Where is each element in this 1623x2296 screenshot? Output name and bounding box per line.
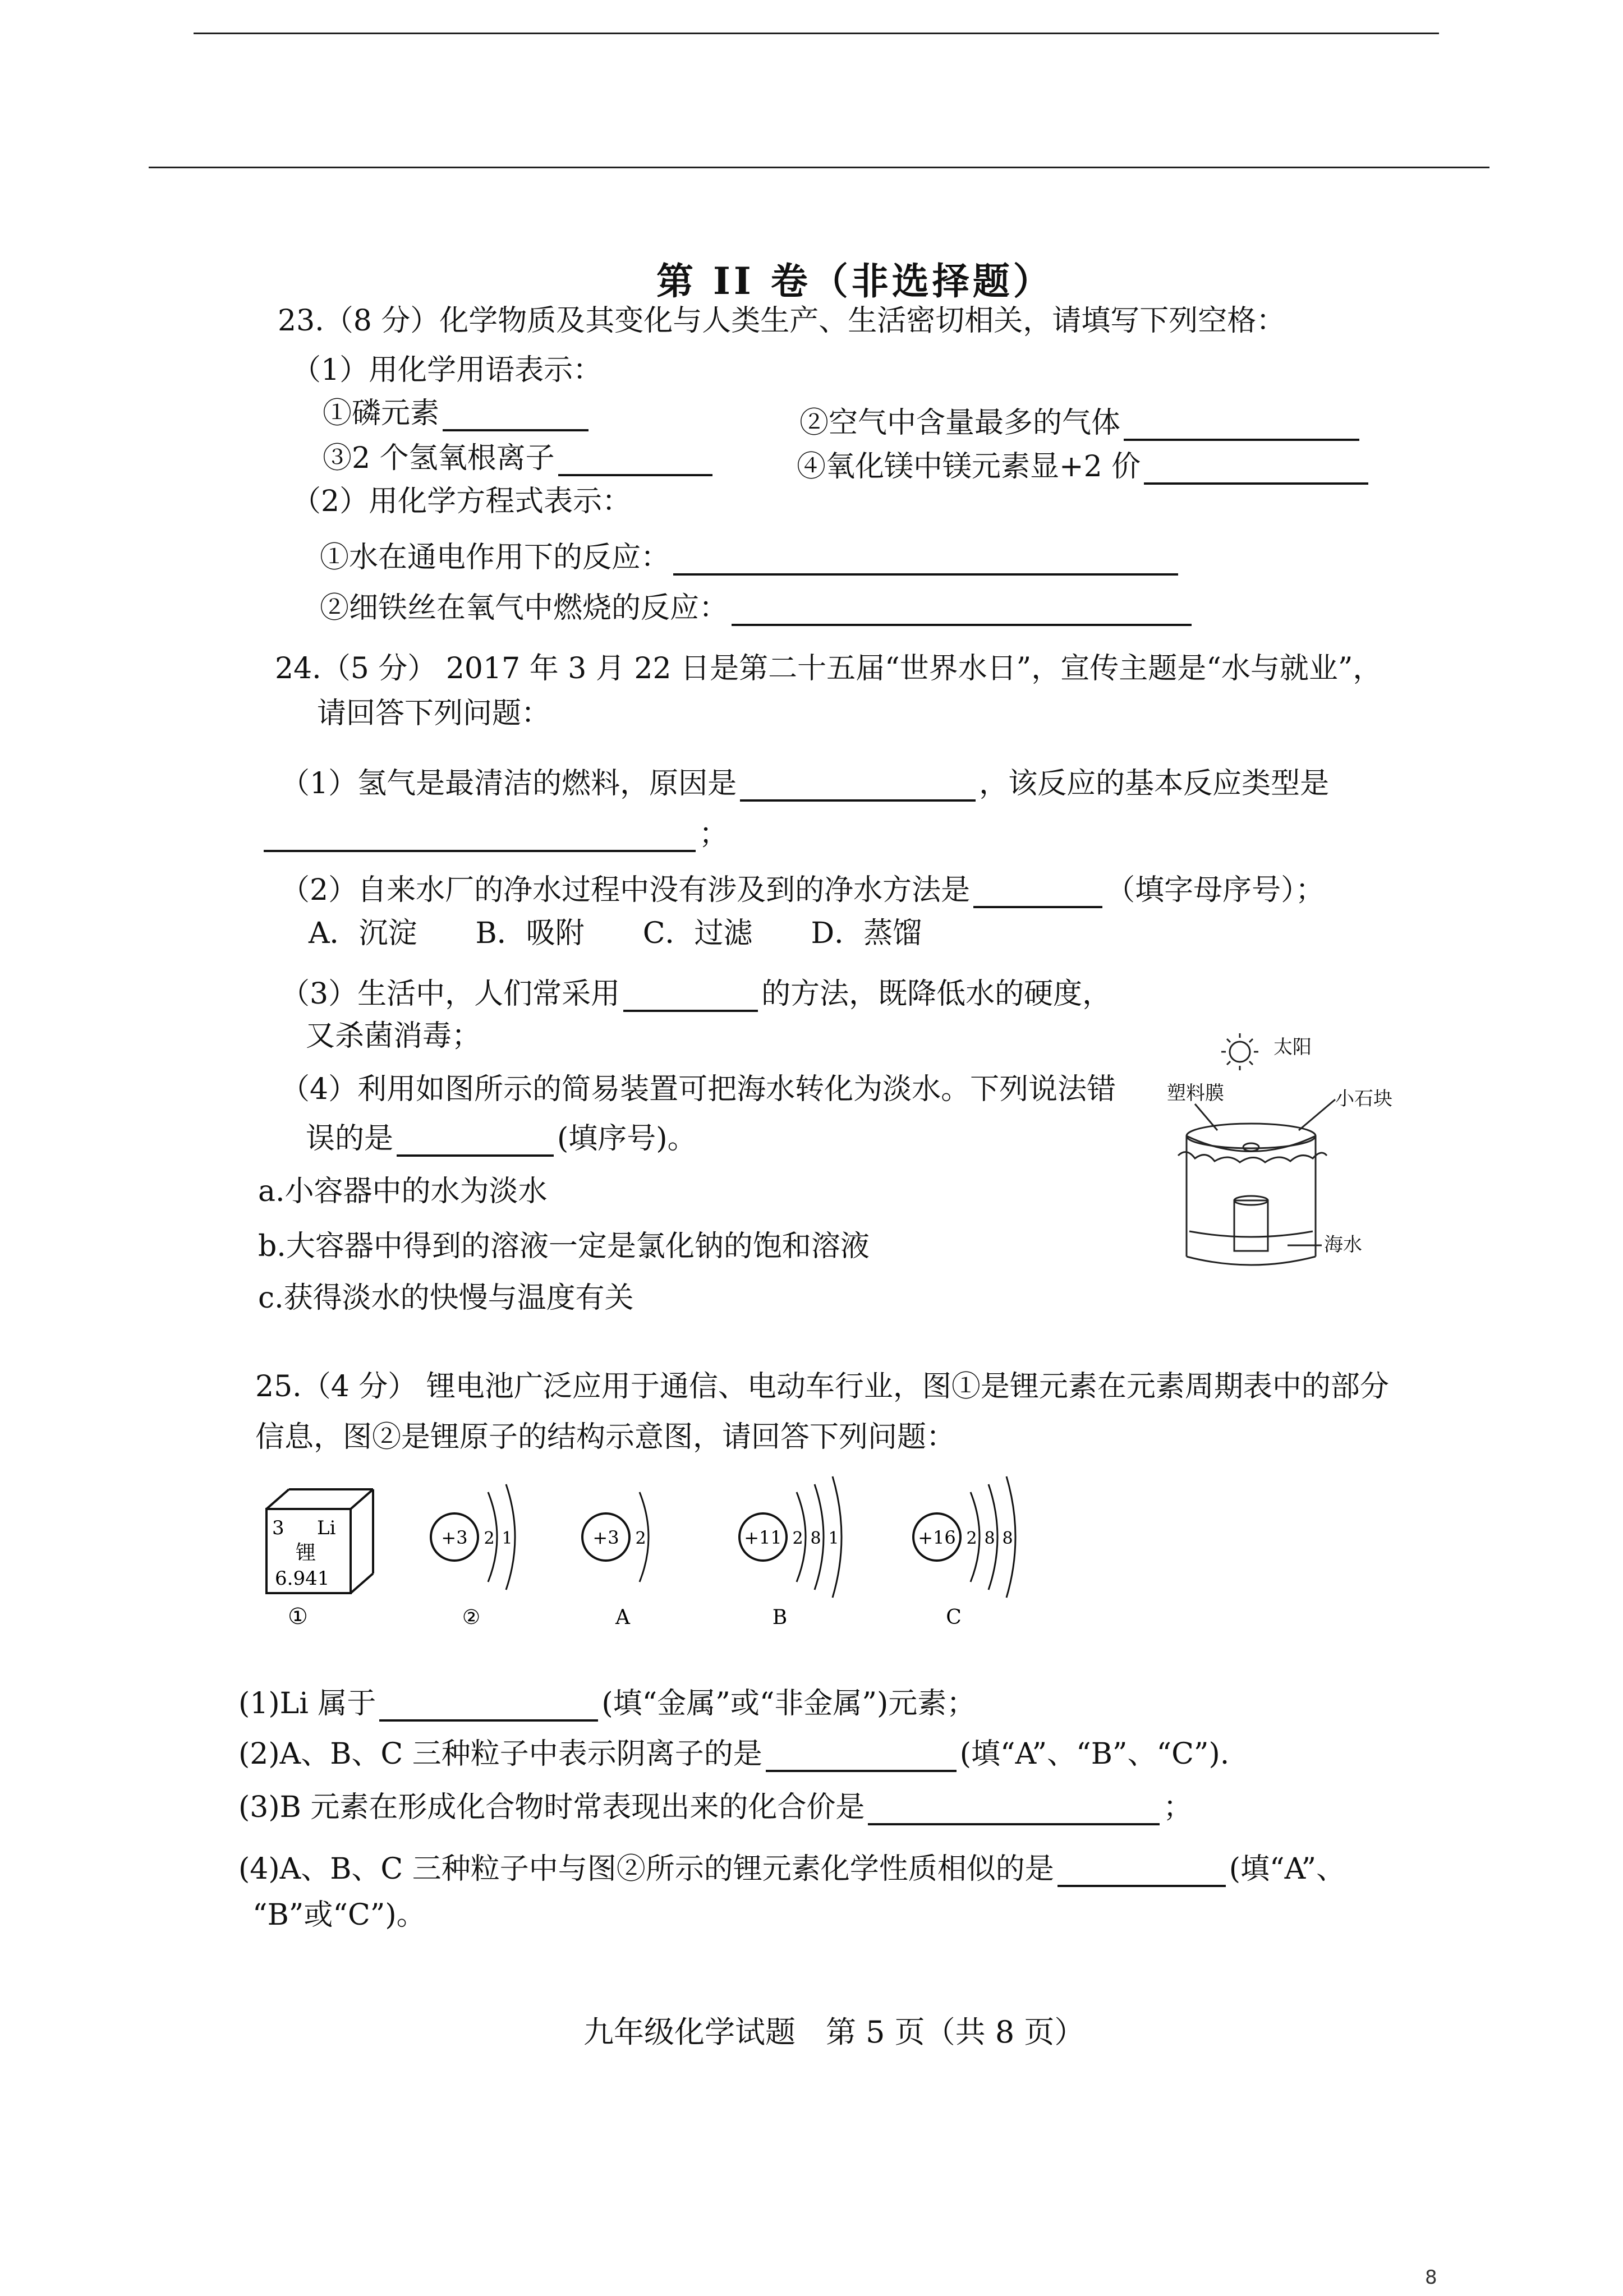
nucleus-charge: +3 xyxy=(592,1527,619,1548)
q24-part3-cont: 又杀菌消毒； xyxy=(306,1019,481,1053)
q25-sub4-cont: “B”或“C”)。 xyxy=(252,1898,426,1932)
q23-item2: ②空气中含量最多的气体 xyxy=(799,405,1363,441)
q23-part1: （1）用化学用语表示： xyxy=(292,353,603,387)
q23-blank6[interactable] xyxy=(732,595,1192,626)
cell-label: ① xyxy=(288,1604,308,1627)
q25-sub3: (3)B 元素在形成化合物时常表现出来的化合价是 ； xyxy=(238,1791,1193,1824)
shell-electron-count: 2 xyxy=(484,1529,495,1548)
q23-stem: 23.（8 分）化学物质及其变化与人类生产、生活密切相关，请填写下列空格： xyxy=(278,304,1286,338)
q24-blank1[interactable] xyxy=(740,770,976,802)
shell-electron-count: 8 xyxy=(1002,1529,1013,1548)
q24-blank5[interactable] xyxy=(397,1125,554,1157)
sun-icon xyxy=(1221,1033,1258,1070)
atom-diagram-3 xyxy=(739,1476,842,1629)
atom-label: B xyxy=(772,1606,788,1629)
nucleus-charge: +11 xyxy=(744,1527,782,1548)
q23-blank4[interactable] xyxy=(1144,453,1368,485)
q25-blank2[interactable] xyxy=(766,1741,957,1772)
shell-electron-count: 2 xyxy=(792,1529,803,1548)
cell-symbol: Li xyxy=(317,1517,336,1539)
atom-label: ② xyxy=(462,1606,481,1629)
q23-item5: ①水在通电作用下的反应： xyxy=(320,540,1181,576)
q24-blank3[interactable] xyxy=(973,877,1102,908)
q25-stem2: 信息，图②是锂原子的结构示意图，请回答下列问题： xyxy=(255,1420,956,1454)
q24-option-a: a.小容器中的水为淡水 xyxy=(258,1175,548,1208)
shell-electron-count: 8 xyxy=(984,1529,995,1548)
q24-part4: （4）利用如图所示的简易装置可把海水转化为淡水。下列说法错 xyxy=(281,1073,1116,1106)
q24-part3: （3）生活中，人们常采用 的方法，既降低水的硬度， xyxy=(281,977,1112,1011)
shell-electron-count: 8 xyxy=(810,1529,821,1548)
q24-option-c: c.获得淡水的快慢与温度有关 xyxy=(258,1281,634,1315)
page-number: 8 xyxy=(1425,2266,1437,2289)
shell-electron-count: 2 xyxy=(635,1529,646,1548)
label-stone: 小石块 xyxy=(1335,1088,1392,1110)
atom-structure-diagrams xyxy=(404,1470,1077,1638)
q23-item1: ①磷元素 xyxy=(323,395,592,431)
q25-blank3[interactable] xyxy=(868,1794,1160,1825)
page-footer: 九年级化学试题 第 5 页（共 8 页） xyxy=(583,2014,1085,2050)
q24-options: A．沉淀 B．吸附 C．过滤 D．蒸馏 xyxy=(309,917,922,950)
q24-stem2: 请回答下列问题： xyxy=(317,697,551,730)
q25-stem: 25.（4 分） 锂电池广泛应用于通信、电动车行业，图①是锂元素在元素周期表中的部分 xyxy=(255,1370,1389,1404)
atom-label: A xyxy=(615,1606,630,1629)
header-rule-bottom xyxy=(149,167,1489,168)
label-sun: 太阳 xyxy=(1273,1036,1312,1059)
atom-diagram-1 xyxy=(431,1484,515,1629)
q24-part1-cont: ； xyxy=(264,816,728,852)
q23-item6: ②细铁丝在氧气中燃烧的反应： xyxy=(320,590,1195,626)
label-sea: 海水 xyxy=(1324,1234,1362,1256)
q23-item3: ③2 个氢氧根离子 xyxy=(323,440,716,476)
nucleus-charge: +16 xyxy=(918,1527,956,1548)
q24-part1: （1）氢气是最清洁的燃料，原因是 ，该反应的基本反应类型是 xyxy=(281,767,1330,800)
q24-option-b: b.大容器中得到的溶液一定是氯化钠的饱和溶液 xyxy=(258,1230,870,1263)
atom-label: C xyxy=(946,1606,962,1629)
q23-part2: （2）用化学方程式表示： xyxy=(292,485,632,518)
atom-diagram-4 xyxy=(913,1476,1015,1629)
q25-blank4[interactable] xyxy=(1058,1856,1226,1887)
element-cell-figure xyxy=(255,1481,390,1627)
q25-sub2: (2)A、B、C 三种粒子中表示阴离子的是 (填“A”、“B”、“C”). xyxy=(238,1737,1230,1771)
shell-electron-count: 2 xyxy=(966,1529,977,1548)
header-rule-top xyxy=(194,33,1439,34)
q23-blank1[interactable] xyxy=(443,400,588,431)
atom-diagram-2 xyxy=(582,1492,649,1629)
q23-item4: ④氧化镁中镁元素显+2 价 xyxy=(797,449,1372,485)
cell-mass: 6.941 xyxy=(275,1567,330,1590)
section-title: 第 II 卷（非选择题） xyxy=(656,259,1054,303)
q23-blank5[interactable] xyxy=(673,544,1178,576)
label-film: 塑料膜 xyxy=(1167,1082,1224,1105)
q24-part4-cont: 误的是 (填序号)。 xyxy=(306,1122,697,1156)
nucleus-charge: +3 xyxy=(441,1527,468,1548)
q25-blank1[interactable] xyxy=(379,1690,598,1722)
q25-sub4: (4)A、B、C 三种粒子中与图②所示的锂元素化学性质相似的是 (填“A”、 xyxy=(238,1852,1346,1886)
desalination-figure xyxy=(1156,1021,1425,1279)
q24-part2: （2）自来水厂的净水过程中没有涉及到的净水方法是 （填字母序号）； xyxy=(281,873,1325,907)
q25-sub1: (1)Li 属于 (填“金属”或“非金属”)元素； xyxy=(238,1687,976,1720)
shell-electron-count: 1 xyxy=(502,1529,513,1548)
cell-atomic-number: 3 xyxy=(272,1517,284,1539)
q24-blank4[interactable] xyxy=(623,981,758,1012)
q24-stem: 24.（5 分） 2017 年 3 月 22 日是第二十五届“世界水日”，宣传主题是“水与就业”， xyxy=(275,652,1382,685)
q24-blank2[interactable] xyxy=(264,821,696,852)
cell-name: 锂 xyxy=(296,1542,316,1565)
q23-blank3[interactable] xyxy=(558,445,712,476)
shell-electron-count: 1 xyxy=(828,1529,839,1548)
q23-blank2[interactable] xyxy=(1124,409,1359,441)
